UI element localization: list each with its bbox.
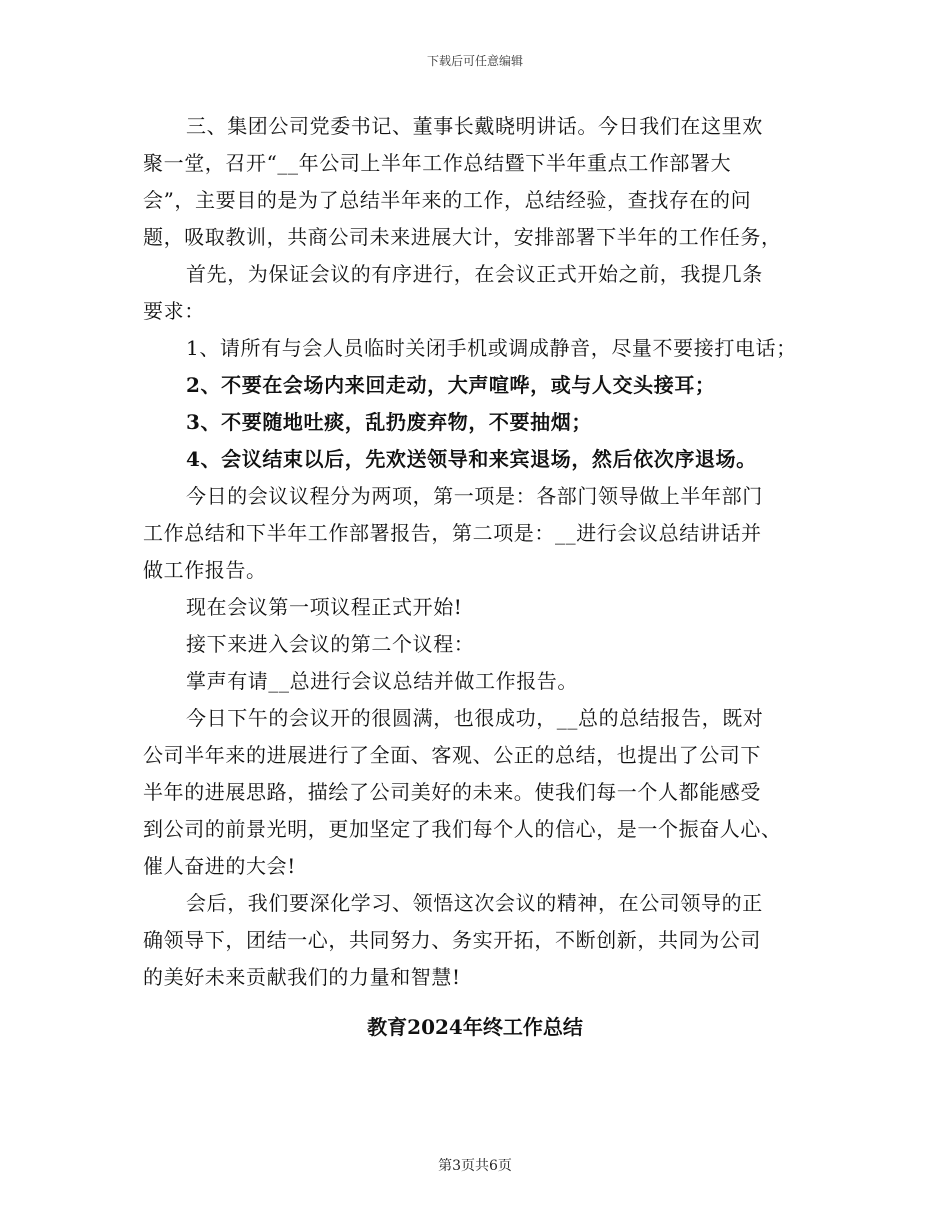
paragraph-line: 工作总结和下半年工作部署报告，第二项是：__进行会议总结讲话并 bbox=[143, 521, 762, 545]
paragraph-line: 接下来进入会议的第二个议程： bbox=[186, 632, 475, 656]
paragraph-line: 题，吸取教训，共商公司未来进展大计，安排部署下半年的工作任务， bbox=[143, 225, 782, 249]
page-number: 第3页共6页 bbox=[438, 1158, 512, 1174]
paragraph-line: 到公司的前景光明，更加坚定了我们每个人的信心，是一个振奋人心、 bbox=[143, 817, 782, 841]
paragraph-line: 半年的进展思路，描绘了公司美好的未来。使我们每一个人都能感受 bbox=[143, 780, 761, 804]
document-body bbox=[143, 108, 823, 996]
paragraph-line: 会”，主要目的是为了总结半年来的工作，总结经验，查找存在的问 bbox=[143, 188, 752, 212]
rule-item-2: 2、不要在会场内来回走动，大声喧哗，或与人交头接耳； bbox=[186, 373, 716, 397]
section-title: 教育2024年终工作总结 bbox=[367, 1015, 583, 1039]
paragraph-line: 公司半年来的进展进行了全面、客观、公正的总结，也提出了公司下 bbox=[143, 743, 761, 767]
paragraph-line: 做工作报告。 bbox=[143, 558, 267, 582]
paragraph-line: 现在会议第一项议程正式开始! bbox=[186, 595, 463, 619]
rule-item-1: 1、请所有与会人员临时关闭手机或调成静音，尽量不要接打电话； bbox=[186, 336, 797, 360]
paragraph-line: 聚一堂，召开“__年公司上半年工作总结暨下半年重点工作部署大 bbox=[143, 151, 732, 175]
paragraph-line: 的美好未来贡献我们的力量和智慧! bbox=[143, 965, 461, 989]
rule-item-3: 3、不要随地吐痰，乱扔废弃物，不要抽烟； bbox=[186, 410, 592, 434]
page-header-note: 下载后可任意编辑 bbox=[426, 54, 523, 68]
paragraph-line: 首先，为保证会议的有序进行，在会议正式开始之前，我提几条 bbox=[186, 262, 763, 286]
paragraph-line: 今日下午的会议开的很圆满，也很成功，__总的总结报告，既对 bbox=[186, 706, 764, 730]
paragraph-line: 确领导下，团结一心，共同努力、务实开拓，不断创新，共同为公司 bbox=[143, 928, 761, 952]
paragraph-line: 掌声有请__总进行会议总结并做工作报告。 bbox=[186, 669, 578, 693]
paragraph-line: 要求： bbox=[143, 299, 205, 323]
paragraph-line: 今日的会议议程分为两项，第一项是：各部门领导做上半年部门 bbox=[186, 484, 763, 508]
paragraph-line: 催人奋进的大会! bbox=[143, 854, 296, 878]
rule-item-4: 4、会议结束以后，先欢送领导和来宾退场，然后依次序退场。 bbox=[186, 447, 757, 471]
paragraph-line: 会后，我们要深化学习、领悟这次会议的精神，在公司领导的正 bbox=[186, 891, 763, 915]
paragraph-line: 三、集团公司党委书记、董事长戴晓明讲话。今日我们在这里欢 bbox=[186, 114, 763, 138]
